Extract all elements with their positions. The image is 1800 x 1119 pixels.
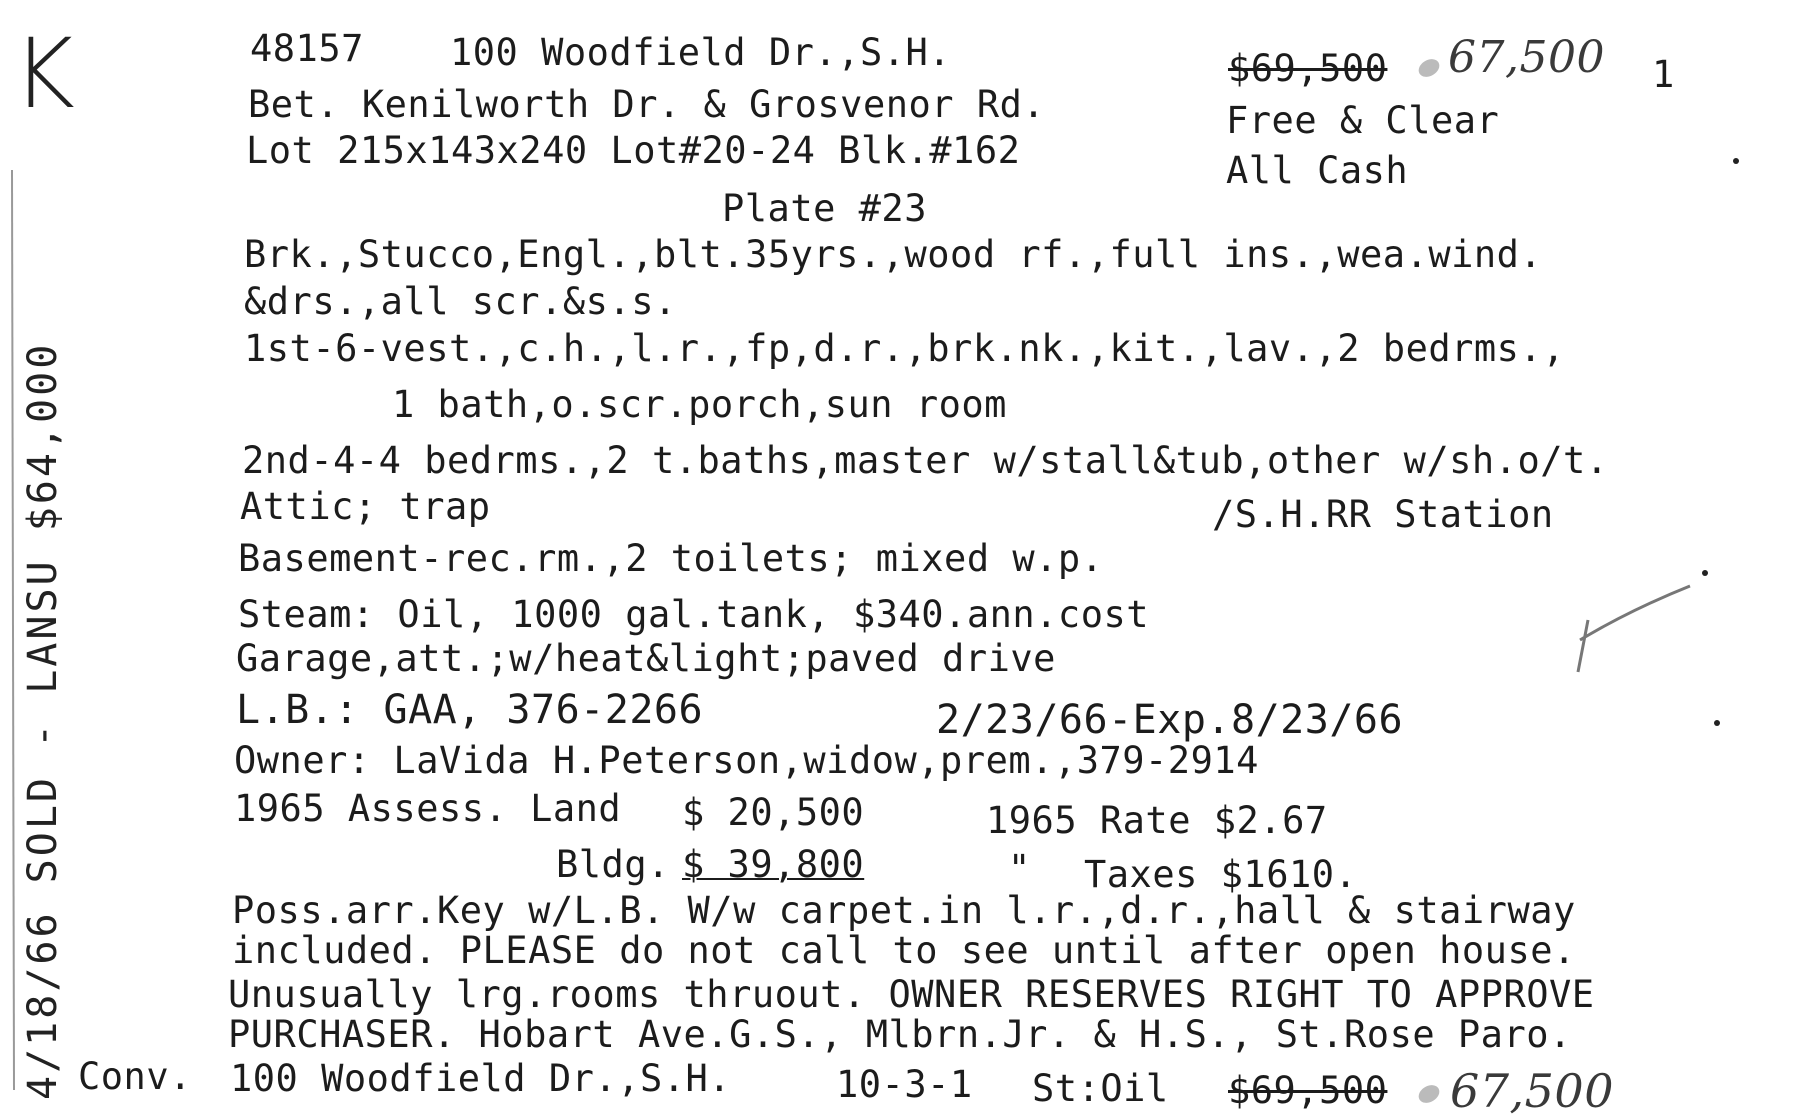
listing-dates: 2/23/66-Exp.8/23/66 [936, 697, 1404, 743]
plate-number: Plate #23 [722, 187, 927, 230]
tax-rate: 1965 Rate $2.67 [986, 799, 1328, 842]
second-floor: 2nd-4-4 bedrms.,2 t.baths,master w/stall&tub,other w/sh.o/t. [242, 439, 1609, 482]
ditto-mark: " [1008, 847, 1031, 890]
bldg-label: Bldg. [556, 843, 670, 886]
conv-address: 100 Woodfield Dr.,S.H. [230, 1057, 732, 1100]
rr-station: /S.H.RR Station [1212, 493, 1554, 536]
basement: Basement-rec.rm.,2 toilets; mixed w.p. [238, 537, 1104, 580]
conv-heat: St:Oil [1032, 1067, 1169, 1110]
construction-line-1: Brk.,Stucco,Engl.,blt.35yrs.,wood rf.,full ins.,wea.wind. [244, 233, 1543, 276]
financing-all-cash: All Cash [1226, 149, 1409, 192]
remarks-line-3: Unusually lrg.rooms thruout. OWNER RESERVES RIGHT TO APPROVE [228, 973, 1595, 1016]
conv-rooms: 10-3-1 [836, 1063, 973, 1106]
original-price: $69,500 [1228, 47, 1388, 90]
property-address: 100 Woodfield Dr.,S.H. [450, 31, 952, 74]
lot-description: Lot 215x143x240 Lot#20-24 Blk.#162 [246, 129, 1021, 172]
conv-original-price: $69,500 [1228, 1069, 1388, 1112]
file-letter: K [12, 18, 75, 130]
heating: Steam: Oil, 1000 gal.tank, $340.ann.cost [238, 593, 1150, 636]
assess-land-value: $ 20,500 [682, 791, 865, 834]
construction-line-2: &drs.,all scr.&s.s. [244, 280, 677, 323]
bldg-value: $ 39,800 [682, 843, 865, 886]
attic: Attic; trap [240, 485, 491, 528]
financing-free-clear: Free & Clear [1226, 99, 1500, 142]
owner-line: Owner: LaVida H.Peterson,widow,prem.,379-2914 [234, 739, 1259, 782]
remarks-line-2: included. PLEASE do not call to see until after open house. [232, 929, 1576, 972]
conv-label: Conv. [78, 1055, 192, 1098]
cross-streets: Bet. Kenilworth Dr. & Grosvenor Rd. [248, 83, 1046, 126]
garage: Garage,att.;w/heat&light;paved drive [236, 637, 1056, 680]
taxes: Taxes $1610. [1084, 853, 1358, 896]
card-number: 1 [1652, 53, 1675, 96]
remarks-line-4: PURCHASER. Hobart Ave.G.S., Mlbrn.Jr. & H.S., St.Rose Paro. [228, 1013, 1572, 1056]
revised-price: 67,500 [1448, 32, 1605, 83]
listing-broker: L.B.: GAA, 376-2266 [236, 687, 704, 733]
first-floor-line-1: 1st-6-vest.,c.h.,l.r.,fp,d.r.,brk.nk.,kit.,lav.,2 bedrms., [244, 327, 1566, 370]
conv-revised-price: 67,500 [1450, 1064, 1614, 1118]
listing-number: 48157 [250, 27, 364, 70]
first-floor-line-2: 1 bath,o.scr.porch,sun room [392, 383, 1007, 426]
remarks-line-1: Poss.arr.Key w/L.B. W/w carpet.in l.r.,d.r.,hall & stairway [232, 889, 1576, 932]
sold-margin-note: 4/18/66 SOLD - LANSU $64,000 [20, 341, 66, 1100]
assess-label: 1965 Assess. Land [234, 787, 622, 830]
